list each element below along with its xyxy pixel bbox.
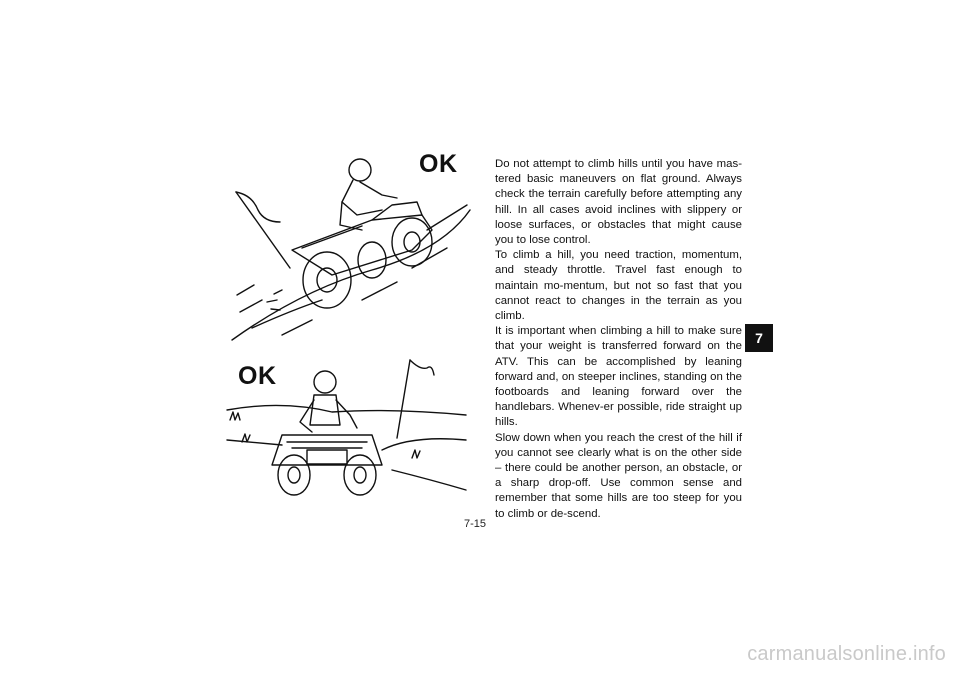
watermark: carmanualsonline.info: [747, 643, 946, 665]
paragraph: Do not attempt to climb hills until you have mas-tered basic maneuvers on flat ground. Always check the terrain carefully before attempting any hill. In all cases avoid inclines with slippery or loose surfaces, or obstacles that might cause you to lose control.: [495, 158, 742, 247]
paragraph: Slow down when you reach the crest of the hill if you cannot see clearly what is on the other side – there could be another person, an obstacle, or a sharp drop-off. Use common sense and remember that some hills are too steep for you to climb or de-scend.: [495, 431, 742, 520]
atv-climbing-hill-illustration: [222, 150, 472, 345]
chapter-tab: 7: [745, 324, 773, 352]
ok-label-bottom: OK: [238, 362, 277, 390]
page-number: 7-15: [464, 518, 487, 530]
ok-label-top: OK: [419, 150, 458, 178]
body-text: [495, 157, 742, 522]
paragraph: To climb a hill, you need traction, momentum, and steady throttle. Travel fast enough to maintain mo-mentum, but not so fast that you cannot react to changes in the terrain as you climb.: [495, 249, 742, 323]
paragraph: It is important when climbing a hill to make sure that your weight is transferred forward on the ATV. This can be accomplished by leaning forward and, on steeper inclines, standing on the footboards and leaning forward over the handlebars. Whenev-er possible, ride straight up hills.: [495, 325, 742, 429]
